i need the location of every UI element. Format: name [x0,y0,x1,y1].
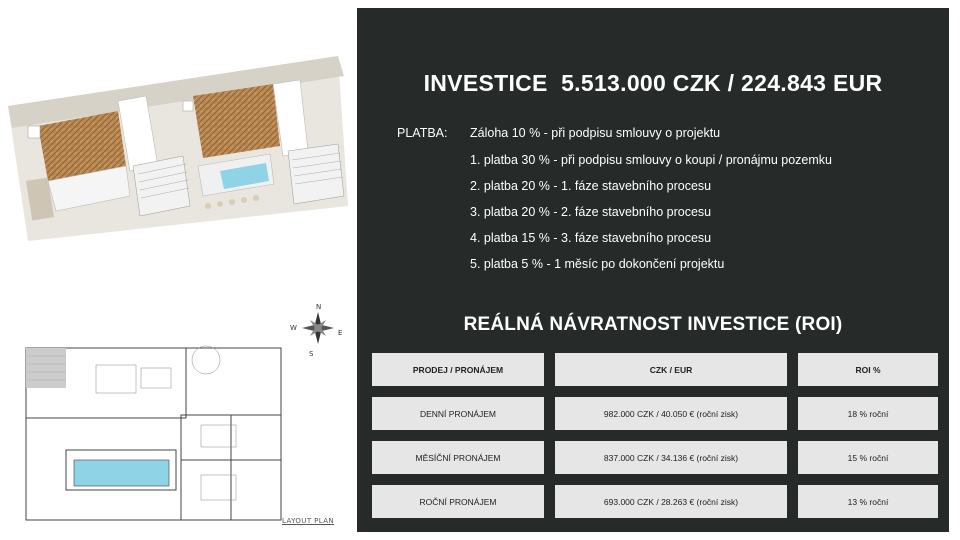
payment-line: 2. platba 20 % - 1. fáze stavebního procesu [470,179,712,193]
payment-line: 1. platba 30 % - při podpisu smlouvy o koupi / pronájmu pozemku [470,153,832,167]
compass-s: S [309,350,314,358]
layout-floor-plan [16,300,346,532]
roi-row-percent: 18 % roční [798,397,938,430]
roi-row-percent: 15 % roční [798,441,938,474]
compass-e: E [338,329,343,337]
roi-row-percent: 13 % roční [798,485,938,518]
roi-row-type: ROČNÍ PRONÁJEM [372,485,544,518]
compass-w: W [290,324,297,332]
roi-row-amount: 982.000 CZK / 40.050 € (roční zisk) [555,397,787,430]
villa-aerial-render [8,56,348,241]
roi-row-amount: 837.000 CZK / 34.136 € (roční zisk) [555,441,787,474]
investment-title: INVESTICE 5.513.000 CZK / 224.843 EUR [423,70,883,96]
roi-title: REÁLNÁ NÁVRATNOST INVESTICE (ROI) [463,314,843,335]
roi-header-percent: ROI % [798,353,938,386]
compass-n: N [316,303,322,311]
roi-row-type: DENNÍ PRONÁJEM [372,397,544,430]
payment-label: PLATBA: [397,126,448,140]
payment-line: 3. platba 20 % - 2. fáze stavebního procesu [470,205,712,219]
roi-header-amount: CZK / EUR [555,353,787,386]
payment-line: Záloha 10 % - při podpisu smlouvy o projektu [470,126,721,140]
payment-line: 5. platba 5 % - 1 měsíc po dokončení projektu [470,257,725,271]
payment-line: 4. platba 15 % - 3. fáze stavebního procesu [470,231,712,245]
plan-caption: LAYOUT PLAN [282,517,335,525]
investment-panel [357,8,949,532]
roi-row-type: MĚSÍČNÍ PRONÁJEM [372,441,544,474]
roi-row-amount: 693.000 CZK / 28.263 € (roční zisk) [555,485,787,518]
roi-header-type: PRODEJ / PRONÁJEM [372,353,544,386]
